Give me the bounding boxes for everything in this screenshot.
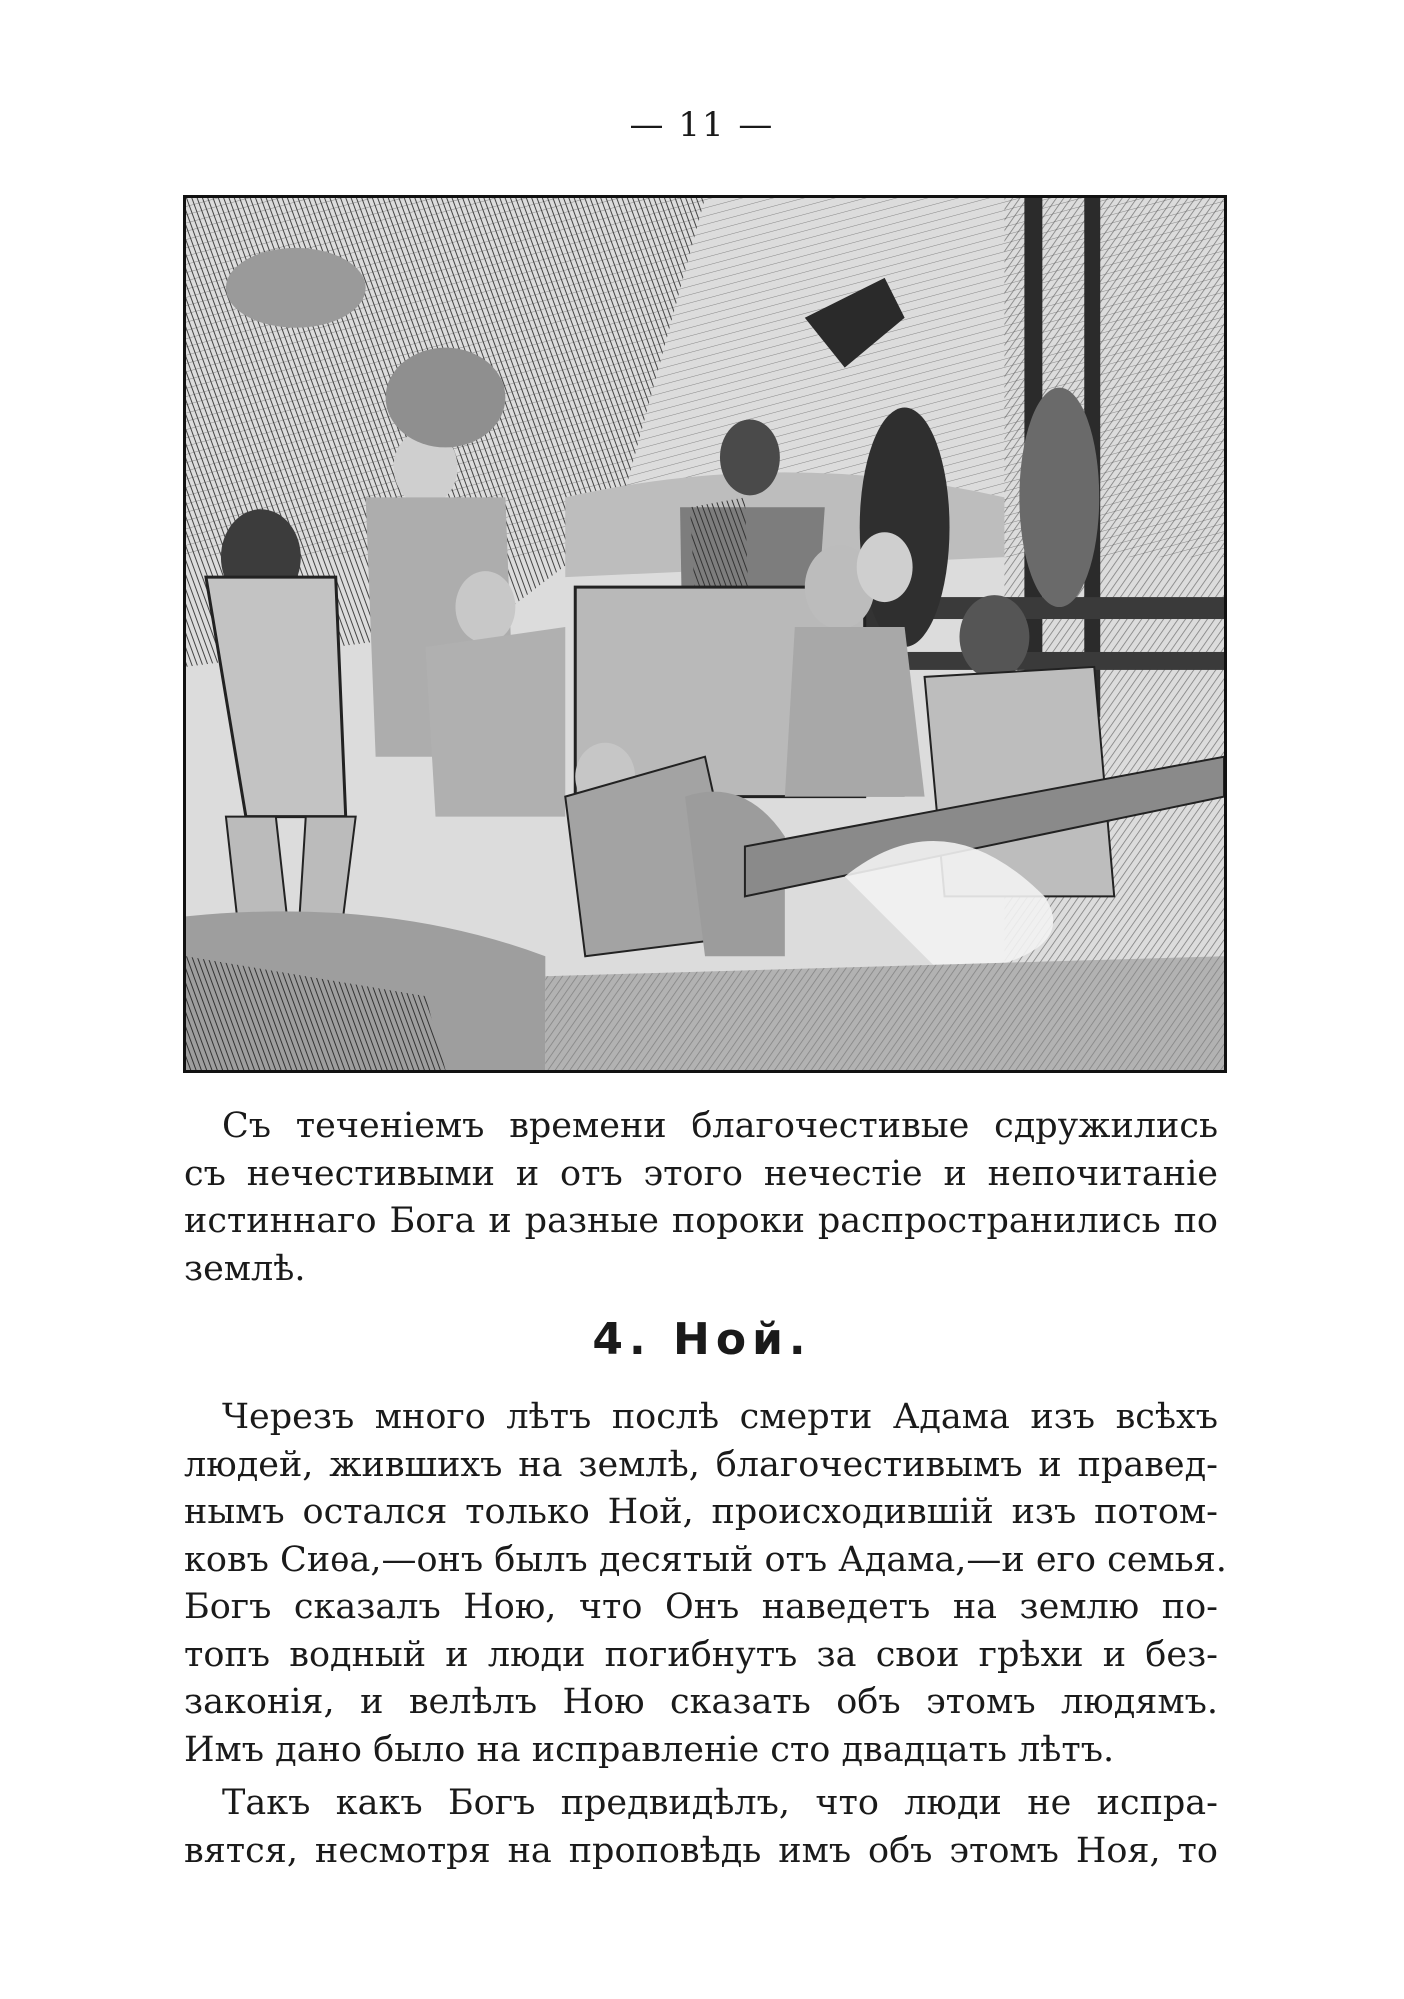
text-line: ковъ Сиѳа,—онъ былъ десятый отъ Адама,—и его семья.: [184, 1539, 1227, 1580]
text-line: вятся, несмотря на проповѣдь имъ объ этомъ Ноя, то: [184, 1830, 1218, 1871]
text-line: съ нечестивыми и отъ этого нечестіе и непочитаніе: [184, 1153, 1218, 1194]
text-line: Имъ дано было на исправленіе сто двадцать лѣтъ.: [184, 1729, 1115, 1770]
page-number: — 11 —: [629, 105, 775, 145]
text-line: законія, и велѣлъ Ною сказать объ этомъ людямъ.: [184, 1682, 1218, 1722]
paragraph-3: [184, 1780, 1218, 1875]
text-line: Черезъ много лѣтъ послѣ смерти Адама изъ всѣхъ: [222, 1397, 1218, 1437]
engraving-illustration: [183, 195, 1227, 1073]
paragraph-1: [184, 1103, 1218, 1293]
text-line: Съ теченіемъ времени благочестивые сдружились: [222, 1106, 1218, 1146]
text-line: Такъ какъ Богъ предвидѣлъ, что люди не испра-: [222, 1783, 1218, 1823]
text-line: землѣ.: [184, 1248, 306, 1289]
text-line: топъ водный и люди погибнутъ за свои грѣхи и без-: [184, 1634, 1218, 1675]
text-line: истиннаго Бога и разные пороки распространились по: [184, 1201, 1218, 1241]
text-line: людей, жившихъ на землѣ, благочестивымъ и правед-: [184, 1444, 1218, 1485]
engraving-image: [186, 198, 1224, 1070]
text-line: нымъ остался только Ной, происходившій изъ потом-: [184, 1492, 1218, 1532]
paragraph-2: [184, 1394, 1227, 1774]
section-heading: 4. Ной.: [592, 1314, 812, 1365]
text-line: Богъ сказалъ Ною, что Онъ наведетъ на землю по-: [184, 1587, 1218, 1627]
